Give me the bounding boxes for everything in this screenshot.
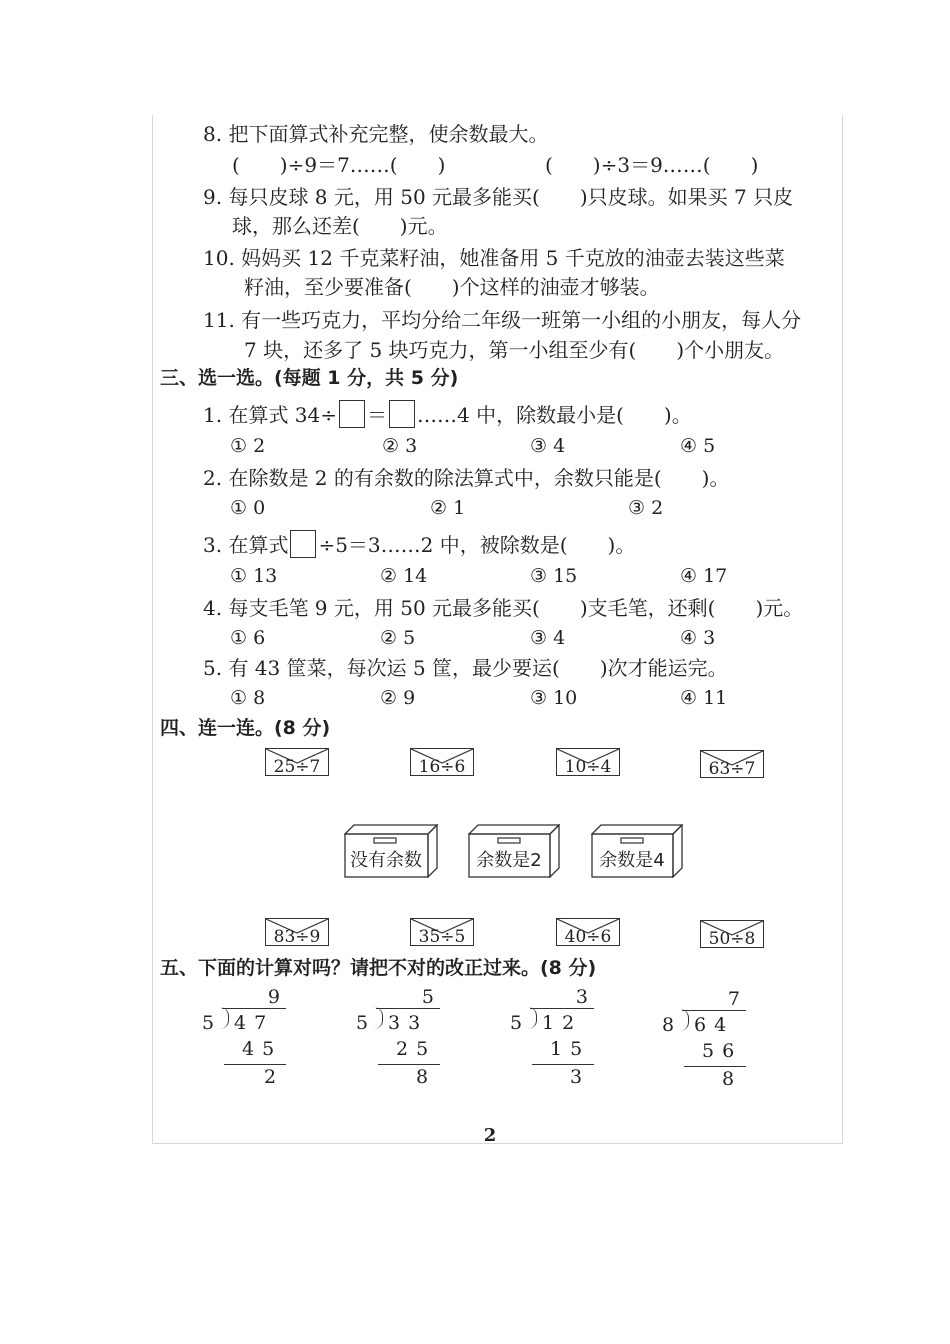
remainder: 8 [416, 1066, 429, 1088]
remainder: 8 [722, 1068, 735, 1090]
dividend: 12 [542, 1012, 583, 1034]
p3-q3-suffix: ÷5＝3……2 中，被除数是( )。 [318, 533, 636, 557]
quotient: 7 [727, 988, 740, 1010]
q10-text-line2: 籽油，至少要准备( )个这样的油壶才够装。 [244, 275, 660, 299]
p3-q4-option-2: ② 5 [380, 627, 416, 649]
envelope-top-4[interactable] [700, 750, 764, 778]
product: 15 [550, 1038, 591, 1060]
p3-q3-text [203, 530, 635, 558]
page-number: 2 [483, 1125, 497, 1146]
envelope-bottom-4[interactable] [700, 920, 764, 948]
p3-q4-option-3: ③ 4 [530, 627, 566, 649]
p3-q5-option-2: ② 9 [380, 687, 416, 709]
p3-q1-mid: ＝ [367, 403, 388, 427]
p3-q2-option-1: ① 0 [230, 497, 266, 519]
p3-q3-option-4: ④ 17 [680, 565, 728, 587]
p3-q2-option-3: ③ 2 [628, 497, 664, 519]
p3-q1-option-1: ① 2 [230, 435, 266, 457]
p3-q3-option-1: ① 13 [230, 565, 278, 587]
mailbox-remainder-4[interactable] [591, 824, 683, 878]
envelope-bottom-1[interactable] [265, 918, 329, 946]
quotient: 9 [267, 986, 280, 1008]
dividend: 33 [388, 1012, 429, 1034]
dividend: 47 [234, 1012, 275, 1034]
divisor: 5 [510, 1012, 523, 1034]
quotient: 5 [421, 986, 434, 1008]
q11-text-line2: 7 块，还多了 5 块巧克力，第一小组至少有( )个小朋友。 [244, 338, 785, 362]
p3-q5-text: 5. 有 43 筐菜，每次运 5 筐，最少要运( )次才能运完。 [203, 656, 728, 680]
divisor: 5 [202, 1012, 215, 1034]
envelope-bottom-3[interactable] [556, 918, 620, 946]
q9-text-line1: 9. 每只皮球 8 元，用 50 元最多能买( )只皮球。如果买 7 只皮 [203, 185, 794, 209]
box-label: 没有余数 [350, 850, 422, 871]
blank-box [339, 400, 365, 428]
q11-text-line1: 11. 有一些巧克力，平均分给二年级一班第一小组的小朋友，每人分 [203, 308, 802, 332]
long-division-4 [662, 988, 772, 1098]
section-5-heading: 五、下面的计算对吗？请把不对的改正过来。(8 分) [160, 957, 597, 979]
envelope-label: 25÷7 [273, 757, 321, 777]
long-division-1 [202, 986, 312, 1096]
envelope-label: 16÷6 [418, 757, 466, 777]
p3-q5-option-3: ③ 10 [530, 687, 578, 709]
p3-q1-suffix: ……4 中，除数最小是( )。 [417, 403, 692, 427]
subtraction-rule [378, 1064, 440, 1065]
envelope-label: 10÷4 [564, 757, 612, 777]
divisor: 5 [356, 1012, 369, 1034]
subtraction-rule [532, 1064, 594, 1065]
product: 45 [242, 1038, 283, 1060]
p3-q1-option-3: ③ 4 [530, 435, 566, 457]
p3-q1-prefix: 1. 在算式 34÷ [203, 403, 338, 427]
p3-q2-option-2: ② 1 [430, 497, 466, 519]
envelope-top-1[interactable] [265, 748, 329, 776]
p3-q3-option-2: ② 14 [380, 565, 428, 587]
product: 25 [396, 1038, 437, 1060]
p3-q2-text: 2. 在除数是 2 的有余数的除法算式中，余数只能是( )。 [203, 466, 730, 490]
q10-text-line1: 10. 妈妈买 12 千克菜籽油，她准备用 5 千克放的油壶去装这些菜 [203, 246, 785, 270]
mailbox-remainder-2[interactable] [468, 824, 560, 878]
p3-q5-option-4: ④ 11 [680, 687, 728, 709]
blank-box [389, 400, 415, 428]
quotient: 3 [575, 986, 588, 1008]
envelope-label: 63÷7 [708, 759, 756, 779]
remainder: 3 [570, 1066, 583, 1088]
envelope-bottom-2[interactable] [410, 918, 474, 946]
envelope-top-3[interactable] [556, 748, 620, 776]
p3-q5-option-1: ① 8 [230, 687, 266, 709]
p3-q1-option-2: ② 3 [382, 435, 418, 457]
section-3-heading: 三、选一选。(每题 1 分，共 5 分) [160, 367, 459, 389]
p3-q3-prefix: 3. 在算式 [203, 533, 289, 557]
remainder: 2 [264, 1066, 277, 1088]
box-label: 余数是2 [476, 850, 542, 871]
q8-equation-a: ( )÷9＝7……( ) [232, 153, 446, 177]
p3-q4-option-1: ① 6 [230, 627, 266, 649]
box-label: 余数是4 [599, 850, 665, 871]
product: 56 [702, 1040, 743, 1062]
envelope-label: 50÷8 [708, 929, 756, 949]
subtraction-rule [684, 1066, 746, 1067]
q8-equation-b: ( )÷3＝9……( ) [545, 153, 759, 177]
p3-q4-text: 4. 每支毛笔 9 元，用 50 元最多能买( )支毛笔，还剩( )元。 [203, 596, 804, 620]
envelope-label: 35÷5 [418, 927, 466, 947]
p3-q3-option-3: ③ 15 [530, 565, 578, 587]
long-division-2 [356, 986, 466, 1096]
section-4-heading: 四、连一连。(8 分) [160, 717, 331, 739]
dividend: 64 [694, 1014, 735, 1036]
envelope-top-2[interactable] [410, 748, 474, 776]
long-division-3 [510, 986, 620, 1096]
q8-text: 8. 把下面算式补充完整，使余数最大。 [203, 122, 549, 146]
envelope-label: 83÷9 [273, 927, 321, 947]
p3-q1-option-4: ④ 5 [680, 435, 716, 457]
envelope-label: 40÷6 [564, 927, 612, 947]
blank-box [290, 530, 316, 558]
p3-q1-text [203, 400, 692, 428]
mailbox-no-remainder[interactable] [344, 824, 438, 878]
p3-q4-option-4: ④ 3 [680, 627, 716, 649]
divisor: 8 [662, 1014, 675, 1036]
q9-text-line2: 球，那么还差( )元。 [232, 214, 448, 238]
subtraction-rule [224, 1064, 286, 1065]
